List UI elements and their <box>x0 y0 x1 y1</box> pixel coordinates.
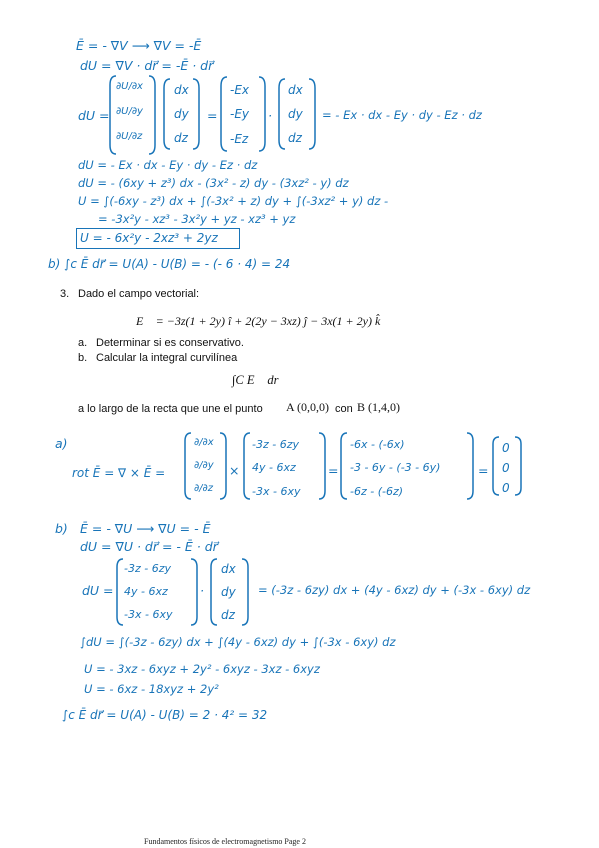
field-col-1: 4y - 6xz <box>252 461 296 474</box>
hw-boxed-result: U = - 6x²y - 2xz³ + 2yz <box>80 231 218 245</box>
hw-times: × <box>229 463 240 478</box>
dr-col-1: dy <box>174 107 189 121</box>
bracket-right-icon <box>148 75 156 155</box>
hw-line4: dU = - Ex · dx - Ey · dy - Ez · dz <box>78 158 258 172</box>
dr-col-2: dz <box>174 131 188 145</box>
page-footer: Fundamentos físicos de electromagnetismo Page 2 <box>144 837 306 846</box>
hw-b-dot: · <box>200 583 204 598</box>
bracket-left-icon <box>278 78 286 150</box>
b-dr-col-0: dx <box>221 562 236 576</box>
hw-b-rhs: = (-3z - 6zy) dx + (4y - 6xz) dy + (-3x - 6xy) dz <box>258 583 531 597</box>
field-equation: E⃗ = −3z(1 + 2y) î + 2(2y − 3xz) ĵ − 3x(1 + 2y) k̂ <box>136 314 381 328</box>
result-col-1: -3 - 6y - (-3 - 6y) <box>350 461 441 474</box>
hw-b-line4: ∫dU = ∫(-3z - 6zy) dx + ∫(4y - 6xz) dy + ∫(-3x - 6xy) dz <box>80 635 396 649</box>
hw-equals: = <box>207 108 218 123</box>
hw-line-field-potential: Ē = - ∇V ⟶ ∇V = -Ē <box>76 38 202 53</box>
zero-col-1: 0 <box>502 461 510 475</box>
hw-b-line1: Ē = - ∇U ⟶ ∇U = - Ē <box>80 521 211 536</box>
hw-part-a-label: a) <box>55 436 68 451</box>
hw-equals-a: = <box>328 463 339 478</box>
point-a: A (0,0,0) <box>286 400 329 414</box>
grad-col-2: ∂U/∂z <box>116 131 143 142</box>
bracket-right-icon <box>466 432 474 500</box>
hw-du-rhs: = - Ex · dx - Ey · dy - Ez · dz <box>322 108 482 122</box>
hw-b-du-lhs: dU = <box>82 583 114 598</box>
bracket-right-icon <box>241 558 249 626</box>
nabla-col-1: ∂/∂y <box>194 460 214 471</box>
dr-col-0: dx <box>174 83 189 97</box>
field-col-2: -3x - 6xy <box>252 485 301 498</box>
hw-line6: U = ∫(-6xy - z³) dx + ∫(-3x² + z) dy + ∫(-3xz² + y) dz - <box>78 194 389 208</box>
grad-col-1: ∂U/∂y <box>116 106 143 117</box>
hw-curl-lhs: rot Ē = ∇ × Ē = <box>72 466 166 480</box>
hw-b-line7: ∫c Ē dr⃗ = U(A) - U(B) = 2 · 4² = 32 <box>62 708 268 722</box>
item-a-text: Determinar si es conservativo. <box>96 337 244 349</box>
problem-number: 3. <box>60 288 70 300</box>
hw-du-lhs: dU = <box>78 108 110 123</box>
nabla-col-0: ∂/∂x <box>194 437 214 448</box>
item-a-marker: a. <box>78 337 88 349</box>
result-col-0: -6x - (-6x) <box>350 438 405 451</box>
bracket-right-icon <box>258 76 266 152</box>
item-b-marker: b. <box>78 352 88 364</box>
bracket-right-icon <box>308 78 316 150</box>
bracket-right-icon <box>318 432 326 500</box>
hw-part-b-result: b) ∫c Ē dr⃗ = U(A) - U(B) = - (- 6 · 4) = 24 <box>48 257 291 271</box>
result-col-2: -6z - (-6z) <box>350 485 404 498</box>
e-col-2: -Ez <box>230 132 249 146</box>
along-text: a lo largo de la recta que une el punto <box>78 403 263 415</box>
item-b-text: Calcular la integral curvilínea <box>96 352 238 364</box>
hw-b-line5: U = - 3xz - 6xyz + 2y² - 6xyz - 3xz - 6xyz <box>84 662 320 676</box>
field-col-0: -3z - 6zy <box>252 438 299 451</box>
bracket-left-icon <box>243 432 251 500</box>
e-col-1: -Ey <box>230 107 250 121</box>
hw-line-du-def: dU = ∇V · dr⃗ = -Ē · dr⃗ <box>80 58 214 73</box>
hw-dot: · <box>268 108 272 123</box>
hw-part-b-label: b) <box>55 521 68 536</box>
bracket-left-icon <box>184 432 192 500</box>
b-dr-col-2: dz <box>221 608 235 622</box>
grad-col-0: ∂U/∂x <box>116 81 143 92</box>
con-text: con <box>335 403 353 415</box>
bracket-left-icon <box>492 436 500 496</box>
hw-b-line2: dU = ∇U · dr⃗ = - Ē · dr⃗ <box>80 539 218 554</box>
point-b: B (1,4,0) <box>357 400 400 414</box>
bracket-left-icon <box>340 432 348 500</box>
hw-b-line6: U = - 6xz - 18xyz + 2y² <box>84 682 219 696</box>
b-dr-col-1: dy <box>221 585 236 599</box>
problem-statement: Dado el campo vectorial: <box>78 288 200 300</box>
zero-col-2: 0 <box>502 481 510 495</box>
b-field-col-0: -3z - 6zy <box>124 562 171 575</box>
bracket-right-icon <box>514 436 522 496</box>
line-integral: ∫C E⃗ dr⃗ <box>232 373 289 387</box>
hw-line5: dU = - (6xy + z³) dx - (3x² - z) dy - (3xz² - y) dz <box>78 176 349 190</box>
nabla-col-2: ∂/∂z <box>194 483 213 494</box>
bracket-left-icon <box>210 558 218 626</box>
e-col-0: -Ex <box>230 83 250 97</box>
dr2-col-1: dy <box>288 107 303 121</box>
bracket-right-icon <box>192 78 200 150</box>
bracket-left-icon <box>163 78 171 150</box>
hw-line7: = -3x²y - xz³ - 3x²y + yz - xz³ + yz <box>98 212 296 226</box>
dr2-col-0: dx <box>288 83 303 97</box>
b-field-col-1: 4y - 6xz <box>124 585 168 598</box>
dr2-col-2: dz <box>288 131 302 145</box>
bracket-left-icon <box>116 558 124 626</box>
zero-col-0: 0 <box>502 441 510 455</box>
b-field-col-2: -3x - 6xy <box>124 608 173 621</box>
bracket-right-icon <box>190 558 198 626</box>
bracket-left-icon <box>220 76 228 152</box>
hw-equals-a2: = <box>478 463 489 478</box>
bracket-right-icon <box>219 432 227 500</box>
